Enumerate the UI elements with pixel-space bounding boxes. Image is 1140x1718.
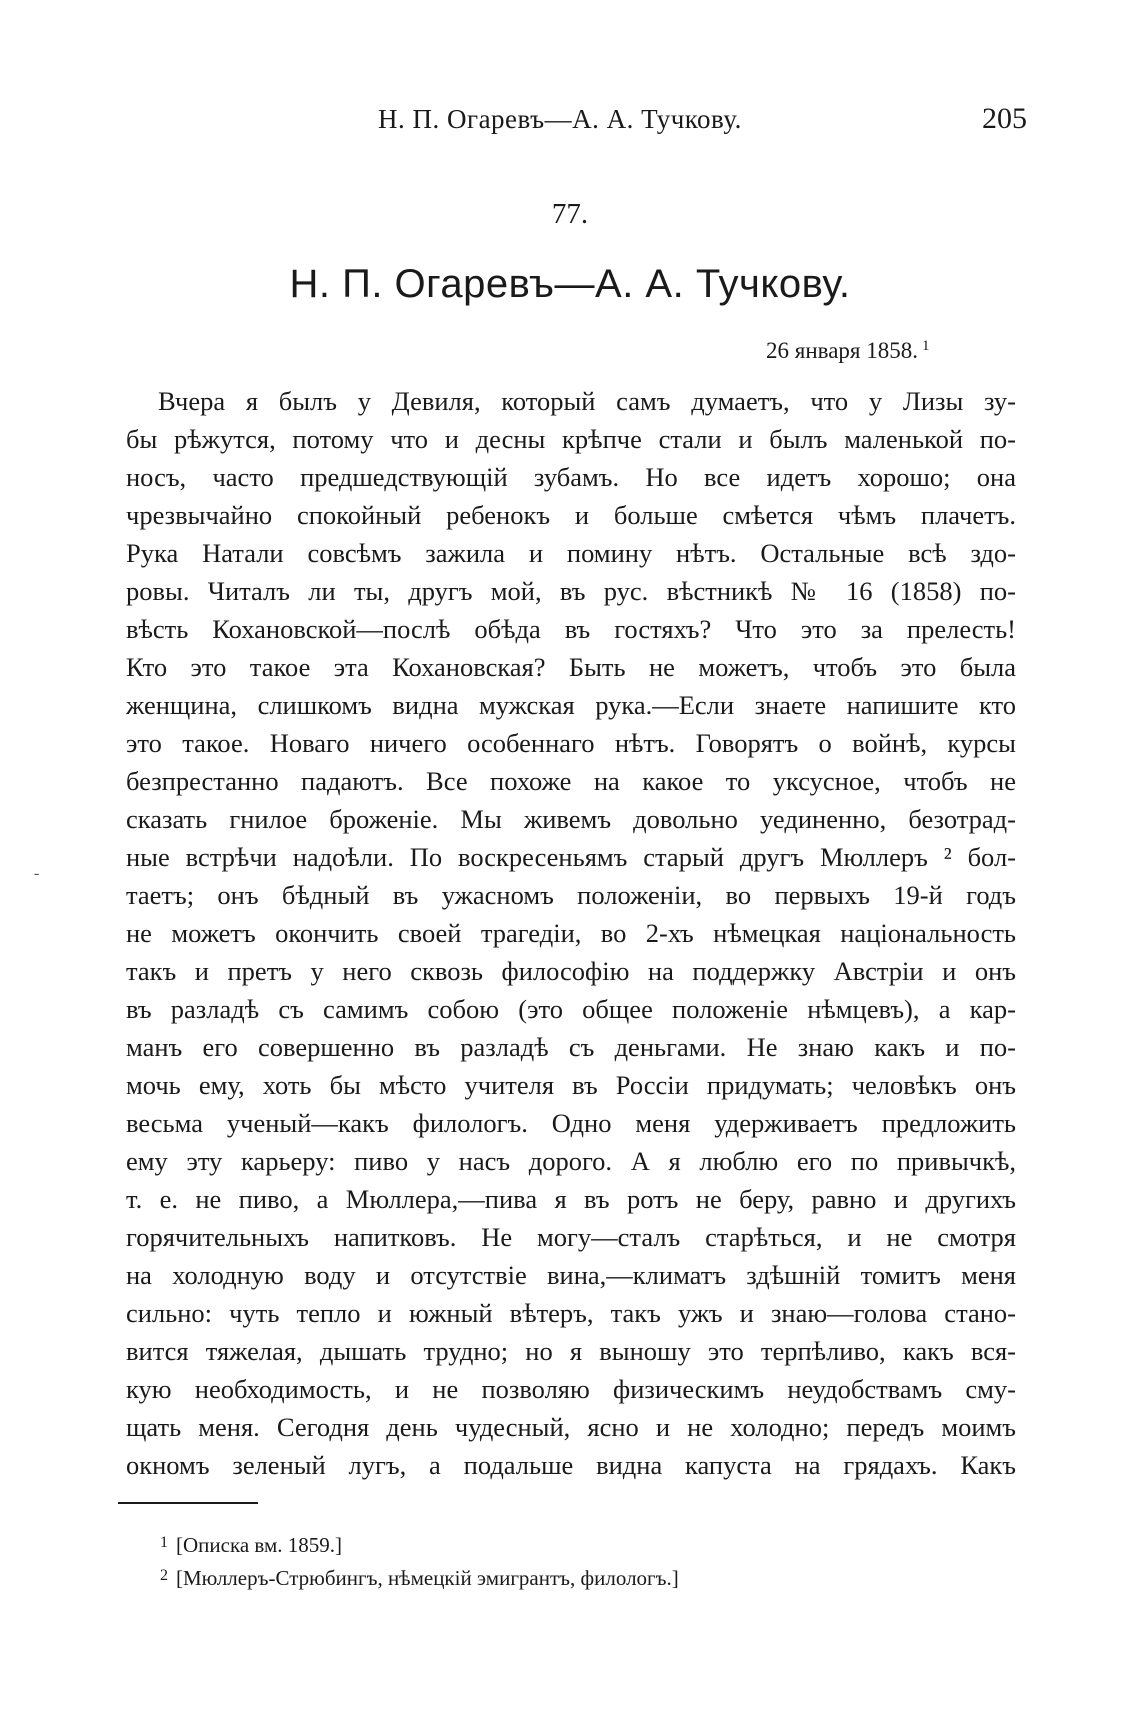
body-line: бы рѣжутся, потому что и десны крѣпче стали и былъ маленькой по-	[126, 424, 1016, 454]
body-line: мочь ему, хоть бы мѣсто учителя въ Россіи придумать; человѣкъ онъ	[126, 1070, 1016, 1100]
margin-mark: -	[34, 865, 40, 882]
body-line: носъ, часто предшедствующій зубамъ. Но все идетъ хорошо; она	[126, 462, 1016, 492]
body-line: таетъ; онъ бѣдный въ ужасномъ положеніи, во первыхъ 19-й годъ	[126, 880, 1016, 910]
body-line: это такое. Новаго ничего особеннаго нѣтъ. Говорятъ о войнѣ, курсы	[126, 728, 1016, 758]
letter-date	[766, 338, 929, 364]
body-line: весьма ученый—какъ филологъ. Одно меня удерживаетъ предложить	[126, 1108, 1016, 1138]
letter-date-text: 26 января 1858.	[766, 338, 918, 363]
body-line: ему эту карьеру: пиво у насъ дорого. А я люблю его по привычкѣ,	[126, 1146, 1016, 1176]
footnote-rule	[118, 1502, 258, 1504]
body-line: въ разладѣ съ самимъ собою (это общее положеніе нѣмцевъ), а кар-	[126, 994, 1016, 1024]
letter-title: Н. П. Огаревъ—А. А. Тучкову.	[289, 262, 851, 306]
body-line: Рука Натали совсѣмъ зажила и помину нѣтъ. Остальные всѣ здо-	[126, 538, 1016, 568]
letter-number: 77.	[551, 198, 589, 230]
date-footnote-marker: 1	[921, 338, 930, 354]
body-line: вѣсть Кохановской—послѣ обѣда въ гостяхъ? Что это за прелесть!	[126, 614, 1016, 644]
footnote	[160, 1526, 860, 1559]
body-line: щать меня. Сегодня день чудесный, ясно и не холодно; передъ моимъ	[126, 1412, 1016, 1442]
footnote	[160, 1559, 860, 1592]
body-line: такъ и претъ у него сквозь философію на поддержку Австріи и онъ	[126, 956, 1016, 986]
body-line: на холодную воду и отсутствіе вина,—климатъ здѣшній томитъ меня	[126, 1260, 1016, 1290]
body-line: Вчера я былъ у Девиля, который самъ думаетъ, что у Лизы зу-	[158, 386, 1016, 416]
letter-body	[126, 382, 1016, 1484]
running-title: Н. П. Огаревъ—А. А. Тучкову.	[378, 104, 742, 134]
body-line: Кто это такое эта Кохановская? Быть не можетъ, чтобъ это была	[126, 652, 1016, 682]
footnote-marker: 1	[160, 1534, 168, 1551]
running-header	[0, 96, 1140, 146]
body-line: женщина, слишкомъ видна мужская рука.—Если знаете напишите кто	[126, 690, 1016, 720]
body-line: т. е. не пиво, а Мюллера,—пива я въ ротъ не беру, равно и другихъ	[126, 1184, 1016, 1214]
footnote-text: [Описка вм. 1859.]	[176, 1533, 343, 1557]
body-line: вится тяжелая, дышать трудно; но я выношу это терпѣливо, какъ вся-	[126, 1336, 1016, 1366]
footnote-text: [Мюллеръ-Стрюбингъ, нѣмецкій эмигрантъ, филологъ.]	[176, 1566, 679, 1590]
body-line: ные встрѣчи надоѣли. По воскресеньямъ старый другъ Мюллеръ ² бол-	[126, 842, 1016, 872]
body-line: кую необходимость, и не позволяю физическимъ неудобствамъ сму-	[126, 1374, 1016, 1404]
body-line: безпрестанно падаютъ. Все похоже на какое то уксусное, чтобъ не	[126, 766, 1016, 796]
body-line: чрезвычайно спокойный ребенокъ и больше смѣется чѣмъ плачетъ.	[126, 500, 1016, 530]
footnote-marker: 2	[160, 1567, 168, 1584]
body-line: не можетъ окончить своей трагедіи, во 2-хъ нѣмецкая національность	[126, 918, 1016, 948]
body-line: сильно: чуть тепло и южный вѣтеръ, такъ ужъ и знаю—голова стано-	[126, 1298, 1016, 1328]
page-number: 205	[982, 102, 1027, 135]
body-line: сказать гнилое броженіе. Мы живемъ довольно уединенно, безотрад-	[126, 804, 1016, 834]
body-line: ровы. Читалъ ли ты, другъ мой, въ рус. вѣстникѣ № 16 (1858) по-	[126, 576, 1016, 606]
footnotes	[160, 1526, 860, 1592]
body-line: манъ его совершенно въ разладѣ съ деньгами. Не знаю какъ и по-	[126, 1032, 1016, 1062]
body-line: горячительныхъ напитковъ. Не могу—сталъ старѣться, и не смотря	[126, 1222, 1016, 1252]
body-line: окномъ зеленый лугъ, а подальше видна капуста на грядахъ. Какъ	[126, 1450, 1016, 1480]
